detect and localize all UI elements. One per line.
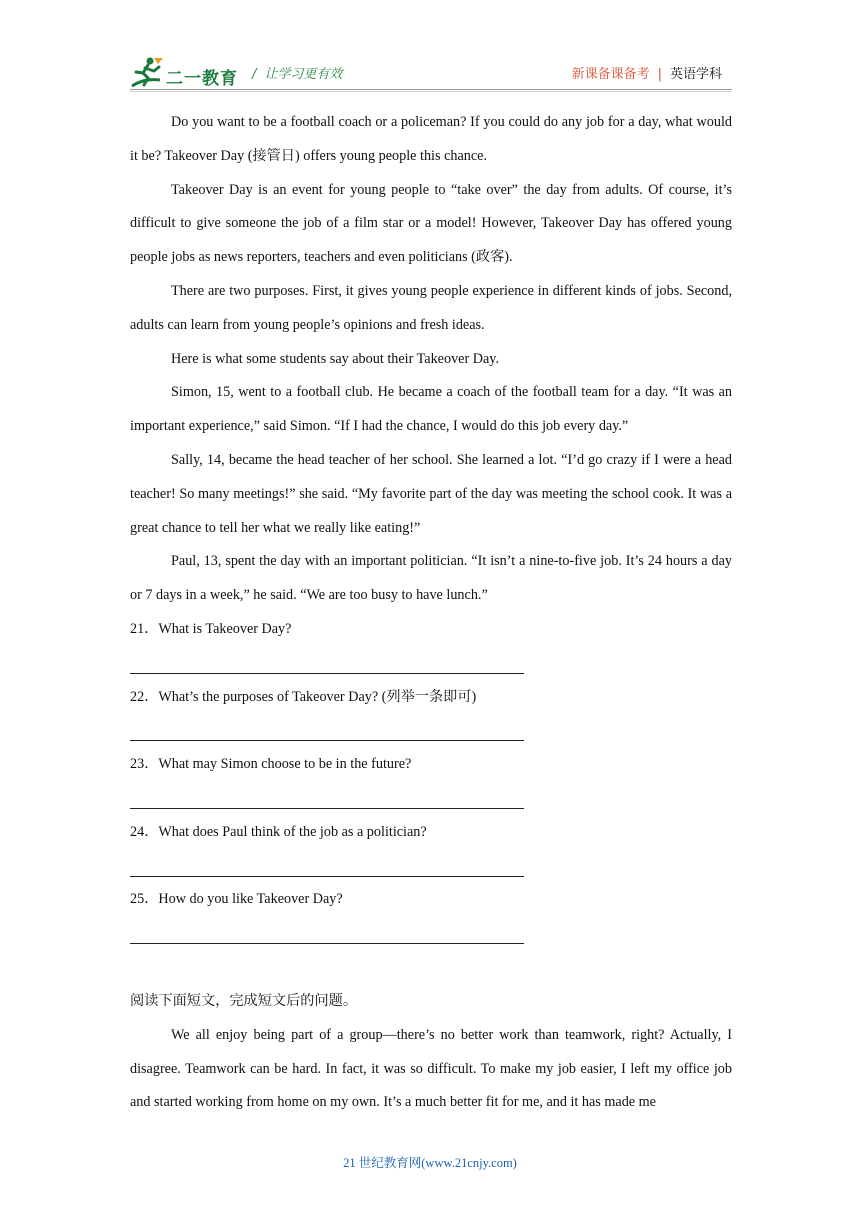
header-slogan [252, 63, 342, 82]
page-footer: 21 世纪教育网(www.21cnjy.com) [343, 1156, 517, 1170]
header-rule [130, 89, 732, 90]
question-21: 21．What is Takeover Day? [130, 620, 292, 637]
question-23: 23．What may Simon choose to be in the future? [130, 756, 412, 773]
runner-logo-icon [130, 56, 166, 90]
slogan-separator: / [252, 67, 257, 82]
passage-paragraph: Do you want to be a football coach or a policeman? If you could do any job for a day, what would it be? Takeover Day (接管日) offers young people this chance. [130, 114, 732, 164]
answer-line-23[interactable] [130, 782, 732, 816]
document-body [130, 106, 732, 1120]
header-subject [572, 63, 722, 82]
header-course-label: 新课备课备考 [571, 67, 650, 82]
page-header [130, 52, 730, 92]
slogan-text: 让学习更有效 [264, 67, 343, 82]
passage2-paragraph: We all enjoy being part of a group—there’s no better work than teamwork, right? Actually, I disagree. Teamwork can be hard. In fact, it was so difficult. To make my job easier, I left my office job and started working from home on my own. It’s a much better fit for me, and it has made me [130, 1026, 732, 1111]
question-25: 25．How do you like Takeover Day? [130, 891, 343, 908]
header-rule-secondary [130, 91, 732, 92]
answer-line-21[interactable] [130, 647, 732, 681]
question-22: 22．What’s the purposes of Takeover Day? (列举一条即可) [130, 688, 477, 705]
header-divider: | [657, 67, 662, 82]
passage-paragraph: There are two purposes. First, it gives young people experience in different kinds of jobs. Second, adults can learn from young people’s opinions and fresh ideas. [130, 282, 732, 333]
section-instruction: 阅读下面短文，完成短文后的问题。 [130, 992, 358, 1009]
answer-line-25[interactable] [130, 917, 732, 951]
answer-line-22[interactable] [130, 714, 732, 748]
passage-paragraph: Sally, 14, became the head teacher of her school. She learned a lot. “I’d go crazy if I were a head teacher! So many meetings!” she said. “My favorite part of the day was meeting the school cook. It was a great chance to tell her what we really like eating!” [130, 451, 732, 536]
answer-line-24[interactable] [130, 850, 732, 884]
brand-name: 二一教育 [166, 69, 238, 89]
passage-paragraph: Simon, 15, went to a football club. He became a coach of the football team for a day. “It was an important experience,” said Simon. “If I had the chance, I would do this job every day.” [130, 384, 732, 435]
brand-logo [130, 56, 240, 92]
header-subject-label: 英语学科 [669, 67, 722, 82]
passage-paragraph: Here is what some students say about their Takeover Day. [171, 350, 499, 367]
question-24: 24．What does Paul think of the job as a politician? [130, 823, 427, 840]
passage-paragraph: Takeover Day is an event for young people to “take over” the day from adults. Of course, it’s difficult to give someone the job of a film star or a model! However, Takeover Day has offered young people jobs as news reporters, teachers and even politicians (政客). [130, 181, 732, 266]
passage-paragraph: Paul, 13, spent the day with an important politician. “It isn’t a nine-to-five job. It’s 24 hours a day or 7 days in a week,” he said. “We are too busy to have lunch.” [130, 553, 732, 604]
